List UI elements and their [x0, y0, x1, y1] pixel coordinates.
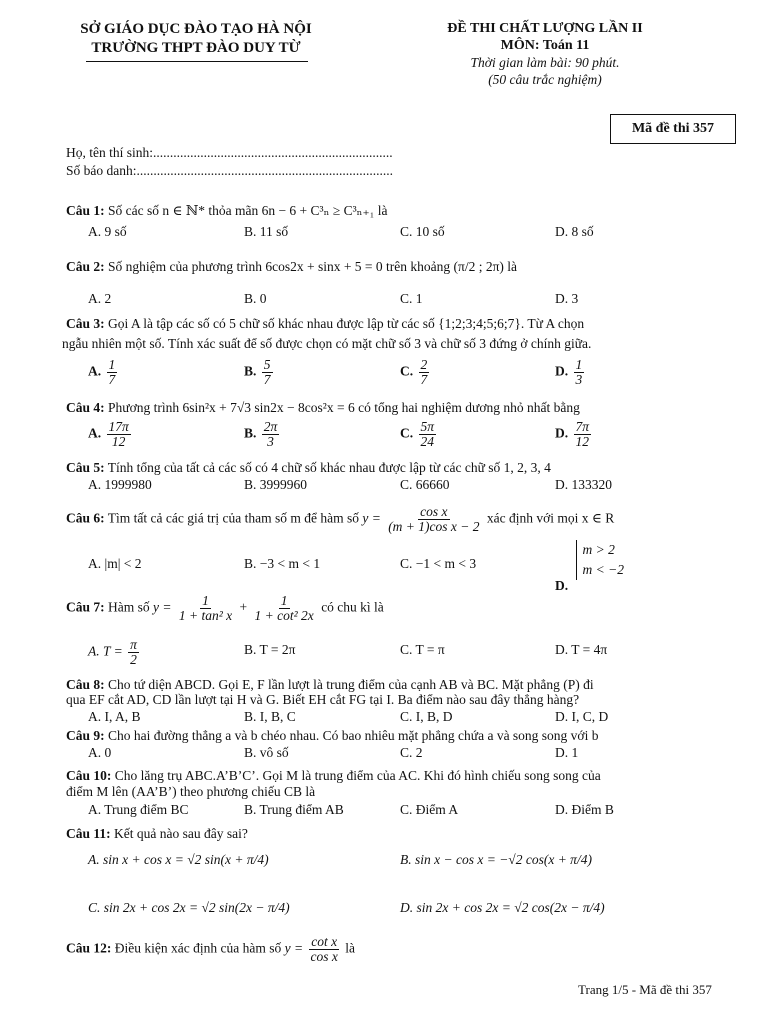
q3-option-c[interactable]	[400, 358, 431, 387]
plus-sign: +	[239, 599, 248, 615]
q4-option-b[interactable]	[244, 420, 281, 449]
exam-duration: Thời gian làm bài: 90 phút.	[470, 55, 620, 70]
department-header	[46, 20, 346, 58]
fraction-1	[177, 594, 234, 623]
numerator: π	[130, 637, 137, 652]
q1-option-c[interactable]: C. 10 số	[400, 224, 445, 239]
question-10	[66, 768, 601, 784]
department-name: SỞ GIÁO DỤC ĐÀO TẠO HÀ NỘI	[80, 21, 312, 37]
question-label: Câu 2:	[66, 259, 105, 274]
numerator: 7π	[575, 419, 590, 434]
question-3	[66, 316, 584, 332]
question-1	[66, 203, 387, 219]
student-id-field: Số báo danh:............................................................................	[66, 163, 393, 178]
numerator: 5	[263, 357, 271, 372]
question-label: Câu 10:	[66, 768, 112, 783]
system-bottom: m < −2	[582, 562, 624, 577]
q10-option-d[interactable]: D. Điểm B	[555, 802, 614, 817]
q7-option-d[interactable]: D. T = 4π	[555, 642, 608, 657]
question-9	[66, 728, 598, 744]
question-8	[66, 677, 594, 693]
header-underline	[86, 61, 308, 62]
denominator: 24	[420, 434, 434, 449]
question-text-after: là	[345, 940, 355, 956]
q7-option-b[interactable]: B. T = 2π	[244, 642, 296, 657]
denominator: 1 + cot² 2x	[254, 608, 314, 623]
q9-option-a[interactable]: A. 0	[88, 745, 112, 760]
question-text: Kết quả nào sau đây sai?	[114, 826, 248, 841]
question-text: Tính tổng của tất cả các số có 4 chữ số khác nhau được lập từ các chữ số 1, 2, 3, 4	[107, 460, 551, 475]
exam-title: ĐỀ THI CHẤT LƯỢNG LẦN II	[447, 21, 643, 36]
question-text-after: xác định với mọi x ∈ R	[486, 510, 615, 526]
q2-option-d[interactable]: D. 3	[555, 291, 579, 306]
option-text: A. T =	[88, 643, 123, 659]
option-letter: D.	[555, 425, 569, 441]
denominator: 12	[575, 434, 589, 449]
option-fraction	[262, 358, 273, 387]
q6-option-d[interactable]	[555, 540, 624, 593]
numerator: 5π	[420, 419, 435, 434]
fraction-2	[253, 594, 316, 623]
exam-subject: MÔN: Toán 11	[500, 38, 590, 53]
numerator: 1	[202, 593, 209, 608]
q4-option-d[interactable]	[555, 420, 593, 449]
question-label: Câu 8:	[66, 677, 105, 692]
q1-option-a[interactable]: A. 9 số	[88, 224, 127, 239]
denominator: 12	[111, 434, 126, 449]
q6-option-c[interactable]: C. −1 < m < 3	[400, 556, 477, 571]
question-2	[66, 259, 517, 275]
exam-header	[410, 20, 680, 88]
q2-option-b[interactable]: B. 0	[244, 291, 267, 306]
question-label: Câu 5:	[66, 460, 105, 475]
denominator: 7	[263, 372, 271, 387]
option-fraction	[107, 420, 131, 449]
numerator: 2	[420, 357, 428, 372]
question-7	[66, 594, 384, 623]
numerator: 1	[575, 357, 583, 372]
q2-option-a[interactable]: A. 2	[88, 291, 112, 306]
option-letter: B.	[244, 363, 257, 379]
question-label: Câu 4:	[66, 400, 105, 415]
question-4	[66, 400, 580, 416]
q3-option-d[interactable]	[555, 358, 586, 387]
question-8-line2: qua EF cắt AD, CD lần lượt tại H và G. Biết EH cắt FG tại I. Ba điểm nào sau đây thẳng hàng?	[66, 692, 580, 707]
option-fraction	[262, 420, 280, 449]
denominator: 3	[267, 434, 274, 449]
question-label: Câu 7:	[66, 599, 105, 615]
question-label: Câu 3:	[66, 316, 105, 331]
q8-option-d[interactable]: D. I, C, D	[555, 709, 609, 724]
q5-option-a[interactable]: A. 1999980	[88, 477, 152, 492]
q11-option-c[interactable]: C. sin 2x + cos 2x = √2 sin(2x − π/4)	[88, 900, 290, 915]
q3-option-a[interactable]	[88, 358, 119, 387]
denominator: (m + 1)cos x − 2	[388, 519, 480, 534]
function-fraction	[308, 935, 339, 964]
numerator: 1	[108, 357, 116, 372]
question-label: Câu 1:	[66, 203, 105, 218]
numerator: cot x	[311, 934, 338, 949]
question-text: Gọi A là tập các số có 5 chữ số khác nhau được lập từ các số {1;2;3;4;5;6;7}. Từ A chọn	[108, 316, 585, 331]
denominator: 7	[108, 372, 116, 387]
q5-option-d[interactable]: D. 133320	[555, 477, 612, 492]
numerator: 17π	[108, 419, 129, 434]
q11-option-b[interactable]: B. sin x − cos x = −√2 cos(x + π/4)	[400, 852, 592, 867]
q9-option-b[interactable]: B. vô số	[244, 745, 289, 760]
question-text: Tìm tất cả các giá trị của tham số m để hàm số	[107, 510, 359, 526]
q5-option-b[interactable]: B. 3999960	[244, 477, 308, 492]
question-label: Câu 12:	[66, 940, 112, 956]
q6-option-a[interactable]: A. |m| < 2	[88, 556, 142, 571]
question-5	[66, 460, 551, 476]
option-fraction	[107, 358, 118, 387]
question-text: Điều kiện xác định của hàm số	[114, 940, 282, 956]
denominator: 7	[420, 372, 428, 387]
question-text-after: có chu kì là	[321, 599, 384, 615]
q10-option-a[interactable]: A. Trung điểm BC	[88, 802, 189, 817]
option-fraction	[419, 420, 437, 449]
q11-option-a[interactable]: A. sin x + cos x = √2 sin(x + π/4)	[88, 852, 269, 867]
student-name-field: Họ, tên thí sinh:.......................................................................	[66, 145, 393, 160]
question-10-line2: điểm M lên (AA’B’) theo phương chiếu CB là	[66, 784, 316, 799]
denominator: cos x	[310, 949, 338, 964]
question-text: Phương trình 6sin²x + 7√3 sin2x − 8cos²x = 6 có tổng hai nghiệm dương nhỏ nhất bằng	[108, 400, 580, 415]
exam-question-count: (50 câu trắc nghiệm)	[488, 72, 602, 87]
question-6	[66, 505, 614, 534]
question-label: Câu 6:	[66, 510, 105, 526]
option-system	[576, 540, 624, 580]
option-fraction	[419, 358, 430, 387]
option-fraction	[574, 420, 592, 449]
q4-option-a[interactable]	[88, 420, 133, 449]
numerator: cos x	[420, 504, 448, 519]
question-12	[66, 935, 355, 964]
q2-option-c[interactable]: C. 1	[400, 291, 423, 306]
option-fraction	[128, 638, 139, 667]
page-footer: Trang 1/5 - Mã đề thi 357	[578, 982, 712, 997]
q8-option-c[interactable]: C. I, B, D	[400, 709, 453, 724]
option-letter: C.	[400, 363, 414, 379]
q1-option-d[interactable]: D. 8 số	[555, 224, 594, 239]
numerator: 2π	[263, 419, 278, 434]
question-3-line2: ngẫu nhiên một số. Tính xác suất để số được chọn có mặt chữ số 3 và chữ số 3 đứng ở chính giữa.	[62, 336, 592, 351]
q4-option-c[interactable]	[400, 420, 438, 449]
option-fraction	[574, 358, 585, 387]
y-equals: y =	[284, 940, 304, 956]
function-fraction	[386, 505, 481, 534]
denominator: 2	[130, 652, 137, 667]
numerator: 1	[280, 593, 288, 608]
option-letter: D.	[555, 578, 569, 593]
q7-option-c[interactable]: C. T = π	[400, 642, 445, 657]
q9-option-d[interactable]: D. 1	[555, 745, 579, 760]
q8-option-a[interactable]: A. I, A, B	[88, 709, 141, 724]
q5-option-c[interactable]: C. 66660	[400, 477, 450, 492]
option-letter: A.	[88, 363, 102, 379]
q9-option-c[interactable]: C. 2	[400, 745, 423, 760]
q11-option-d[interactable]: D. sin 2x + cos 2x = √2 cos(2x − π/4)	[400, 900, 605, 915]
question-text: Cho hai đường thẳng a và b chéo nhau. Có bao nhiêu mặt phẳng chứa a và song song với b	[108, 728, 599, 743]
q10-option-b[interactable]: B. Trung điểm AB	[244, 802, 344, 817]
q6-option-b[interactable]: B. −3 < m < 1	[244, 556, 321, 571]
denominator: 3	[575, 372, 583, 387]
system-top: m > 2	[582, 542, 615, 557]
exam-code-box: Mã đề thi 357	[610, 114, 736, 144]
option-letter: B.	[244, 425, 257, 441]
option-letter: C.	[400, 425, 414, 441]
question-text: Cho tứ diện ABCD. Gọi E, F lần lượt là trung điểm của cạnh AB và BC. Mặt phẳng (P) đi	[108, 677, 594, 692]
question-text: Hàm số	[108, 599, 150, 615]
question-label: Câu 9:	[66, 728, 105, 743]
q7-option-a[interactable]	[88, 638, 141, 667]
question-label: Câu 11:	[66, 826, 111, 841]
option-letter: D.	[555, 363, 569, 379]
q3-option-b[interactable]	[244, 358, 275, 387]
option-letter: A.	[88, 425, 102, 441]
question-text: Số các số n ∈ ℕ* thỏa mãn 6n − 6 + C³ₙ ≥ C³ₙ₊₁ là	[108, 203, 388, 218]
y-equals: y =	[153, 599, 172, 615]
q10-option-c[interactable]: C. Điểm A	[400, 802, 459, 817]
q1-option-b[interactable]: B. 11 số	[244, 224, 289, 239]
school-name: TRƯỜNG THPT ĐÀO DUY TỪ	[91, 40, 301, 56]
y-equals: y =	[362, 510, 381, 526]
question-text: Số nghiệm của phương trình 6cos2x + sinx + 5 = 0 trên khoảng (π/2 ; 2π) là	[108, 259, 518, 274]
denominator: 1 + tan² x	[178, 608, 233, 623]
q8-option-b[interactable]: B. I, B, C	[244, 709, 296, 724]
question-text: Cho lăng trụ ABC.A’B’C’. Gọi M là trung điểm của AC. Khi đó hình chiếu song song của	[114, 768, 601, 783]
question-11	[66, 826, 248, 842]
